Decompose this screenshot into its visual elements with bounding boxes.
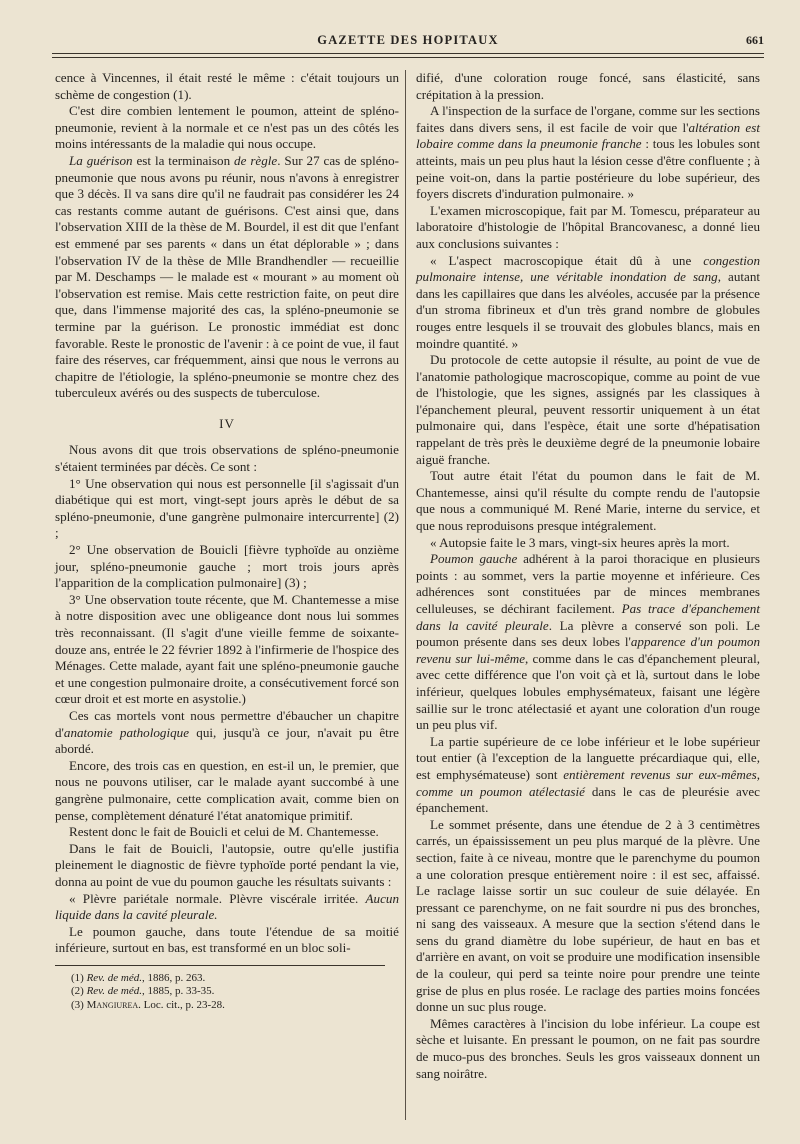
header-rule-bottom xyxy=(52,57,764,58)
text-run: , 1885, p. 33-35. xyxy=(141,985,215,998)
emphasis: anatomie pathologique xyxy=(63,724,190,740)
emphasis: Pas trace d'épanchement dans la cavité pleurale xyxy=(416,601,760,633)
paragraph: 2° Une observation de Bouicli [fièvre typhoïde au onzième jour, spléno-pneumonie gauche ; mort trois jours après l'apparition de la complication pulmonaire] (3) ; xyxy=(55,542,399,591)
paragraph: Nous avons dit que trois observations de spléno-pneumonie s'étaient terminées par décès. Ce sont : xyxy=(55,442,399,475)
section-heading: IV xyxy=(219,415,235,431)
text-run: adhérent à la paroi thoracique en plusieurs points : au sommet, vers la partie moyenne et inférieure. Ces adhérences sont constituées par de minces membranes celluleuses, se déchirant facilement. xyxy=(416,551,760,616)
emphasis: altération est lobaire comme dans la pneumonie franche xyxy=(416,119,760,152)
journal-title: GAZETTE DES HOPITAUX xyxy=(317,33,499,47)
paragraph: Du protocole de cette autopsie il résulte, au point de vue de l'anatomie pathologique macroscopique, comme au point de vue de l'histologie, que les signes, assignés par les classiques à l'épanchement pleural, peuvent ressortir uniquement à un état pulmonaire qui, dans l'espèce, était une sorte d'hépatisation rappelant de très près le deuxième degré de la pneumonie lobaire aiguë franche. xyxy=(416,352,760,467)
paragraph xyxy=(416,103,760,203)
footnote xyxy=(55,985,399,999)
text-run: est la terminaison xyxy=(132,152,235,168)
paragraph: Le poumon gauche, dans toute l'étendue de sa moitié inférieure, surtout en bas, est transformé en un bloc soli- xyxy=(55,923,399,956)
text-run: . La plèvre a conservé son poli. Le poumon présente dans ses deux lobes l' xyxy=(416,617,760,650)
paragraph xyxy=(416,253,760,353)
footnote-rule xyxy=(55,965,385,966)
paragraph xyxy=(55,153,399,402)
text-run: « L'aspect macroscopique était dû à une xyxy=(430,252,704,268)
footnote xyxy=(55,999,399,1013)
text-run: (2) xyxy=(71,985,87,998)
text-run: , comme dans le cas d'épanchement pleural, avec cette différence que l'on voit çà et là, surtout dans le lobe inférieur, quelques lobules emphysémateux, faisant une légère saillie sur le tronc atélectasié et ayant une coloration d'un rouge un peu plus vif. xyxy=(416,650,760,733)
paragraph: L'examen microscopique, fait par M. Tomescu, préparateur au laboratoire d'histologie de l'hôpital Brancovanesc, a donné lieu aux conclusions suivantes : xyxy=(416,202,760,251)
paragraph: cence à Vincennes, il était resté le même : c'était toujours un schème de congestion (1). xyxy=(55,70,399,102)
text-run: (3) xyxy=(71,998,87,1011)
paragraph: « Autopsie faite le 3 mars, vingt-six heures après la mort. xyxy=(430,534,730,550)
text-run: Ces cas mortels vont nous permettre d'ébaucher un chapitre d' xyxy=(55,707,399,740)
paragraph: 1° Une observation qui nous est personnelle [il s'agissait d'un diabétique qui est mort, vingt-sept jours après le début de sa spléno-pneumonie, d'une gangrène pulmonaire intercurrente] (2) ; xyxy=(55,475,399,541)
header-rule-top xyxy=(52,53,764,54)
page-number: 661 xyxy=(746,33,764,47)
paragraph: Restent donc le fait de Bouicli et celui de M. Chantemesse. xyxy=(69,824,379,840)
emphasis: entièrement revenus sur eux-mêmes, comme un poumon atélectasié xyxy=(416,766,761,799)
text-run: dans le cas de pleurésie avec épanchement. xyxy=(416,783,760,816)
emphasis: congestion pulmonaire intense, une véritable inondation de sang xyxy=(416,252,760,285)
footnote xyxy=(55,972,399,986)
text-run: qui, jusqu'à ce jour, n'avait pu être abordé. xyxy=(55,724,399,757)
emphasis: de règle xyxy=(234,152,278,168)
paragraph: C'est dire combien lentement le poumon, atteint de spléno-pneumonie, revient à la normale et ce n'est pas un des côtés les moins intéressants de la maladie qui nous occupe. xyxy=(55,103,399,152)
text-run: A l'inspection de la surface de l'organe, comme sur les sections faites dans divers sens, il est facile de voir que l' xyxy=(416,103,760,135)
paragraph: Dans le fait de Bouicli, l'autopsie, outre qu'elle justifia pleinement le diagnostic de fièvre typhoïde porté pendant la vie, donna au point de vue du poumon gauche les résultats suivants : xyxy=(55,840,399,889)
emphasis: Rev. de méd. xyxy=(86,985,142,998)
paragraph: Mêmes caractères à l'incision du lobe inférieur. La coupe est sèche et luisante. En pressant le poumon, on ne fait pas sourdre de muco-pus des bronches. Seuls les gros vaisseaux donnent un sang noirâtre. xyxy=(416,1015,760,1081)
emphasis: La guérison xyxy=(69,152,133,168)
paragraph: Encore, des trois cas en question, en est-il un, le premier, que nous ne pouvons utiliser, car le malade ayant succombé à une gangrène pulmonaire, cette complication avait, comme bien on pense, complètement dénaturé l'état anatomique primitif. xyxy=(55,757,399,823)
emphasis: Poumon gauche xyxy=(430,551,518,567)
paragraph: Tout autre était l'état du poumon dans le fait de M. Chantemesse, ainsi qu'il résulte du compte rendu de l'autopsie que nous a communiqué M. René Marie, interne du service, et que nous reproduisons presque intégralement. xyxy=(416,468,760,534)
text-run: La partie supérieure de ce lobe inférieur et le lobe supérieur tout entier (à l'exception de la languette précardiaque qui, elle, est emphysémateuse) sont xyxy=(416,733,760,782)
emphasis: Aucun liquide dans la cavité pleurale. xyxy=(55,890,399,923)
text-run: (1) xyxy=(71,971,87,984)
text-run: « Plèvre pariétale normale. Plèvre viscérale irritée. xyxy=(69,890,366,906)
text-run: . Loc. cit., p. 23-28. xyxy=(138,998,225,1011)
text-run: . Sur 27 cas de spléno-pneumonie que nous avons pu réunir, nous n'avons à enregistrer que 3 décès. Il va sans dire qu'il ne faudrait pas considérer les 24 cas restants comme autant de guérisons. C'est ainsi que, dans l'observation XIII de la thèse de M. Bourdel, il est dit que l'enfant est emmené par ses parents « dans un état déplorable » ; dans l'observation IV de la thèse de Mlle Brandhendler — recueillie par M. Deschamps — le malade est « mourant » au moment où l'observation est remise. Mais cette restriction faite, on peut dire que, dans l'immense majorité des cas, la spléno-pneumonie se termine par la guérison. Le pronostic immédiat est donc favorable. Reste le pronostic de l'avenir : à ce point de vue, il faut faire des réserves, car fréquemment, ainsi que nous le verrons au chapitre de l'étiologie, la spléno-pneumonie se montre chez des tuberculeux avérés ou des suspects de tuberculose. xyxy=(55,152,399,401)
paragraph xyxy=(55,891,399,924)
paragraph xyxy=(55,708,399,758)
paragraph: Le sommet présente, dans une étendue de 2 à 3 centimètres carrés, un épaississement un peu plus marqué de la plèvre. Une section, faite à ce niveau, montre que le parenchyme du poumon a une coloration presque entièrement noire : il est sec, affaissé. Le raclage laisse sortir un suc couleur de suie délayée. En pressant ce parenchyme, on ne fait sourdre ni pus des bronches, ni sang des vaisseaux. A mesure que la section s'étend dans le sens du grand diamètre du lobe supérieur, de haut en bas et d'arrière en avant, on voit se produire une modification insensible de la couleur, qui perd sa teinte noire pour prendre une teinte grise de plus en plus rosée. Le raclage des parties moins foncées donne un suc plus rouge. xyxy=(416,816,760,1015)
emphasis: Rev. de méd. xyxy=(86,971,142,984)
right-column xyxy=(416,70,760,1082)
text-run: : tous les lobules sont atteints, mais un peu plus haut la lésion cesse d'être confluente ; à peine voit-on, dans la partie postérieure du lobe supérieur, des foyers discrets d'induration pulmonaire. » xyxy=(416,136,760,202)
text-run: , autant dans les capillaires que dans les alvéoles, accusée par la présence d'un stroma fibrineux et d'un très grand nombre de globules rouges entre lesquels il se trouvait des globules blancs, mais en moindre quantité. » xyxy=(416,269,760,351)
column-divider xyxy=(405,70,406,1120)
paragraph: difié, d'une coloration rouge foncé, sans élasticité, sans crépitation à la pression. xyxy=(416,70,760,102)
author-name: Mangiurea xyxy=(86,998,139,1011)
text-run: , 1886, p. 263. xyxy=(141,971,206,984)
paragraph xyxy=(416,551,760,734)
left-column xyxy=(55,70,399,1012)
emphasis: apparence d'un poumon revenu sur lui-même xyxy=(416,634,760,666)
paragraph xyxy=(416,734,760,817)
paragraph: 3° Une observation toute récente, que M. Chantemesse a mise à notre disposition avec une obligeance dont nous lui sommes très reconnaissant. (Il s'agit d'une vieille femme de soixante-douze ans, entrée le 22 février 1892 à l'infirmerie de l'hospice des Ménages. Cette malade, ayant fait une spléno-pneumonie gauche et une congestion pulmonaire droite, a consécutivement forcé son cœur droit et est morte en asystolie.) xyxy=(55,591,399,707)
page-header xyxy=(52,30,764,54)
